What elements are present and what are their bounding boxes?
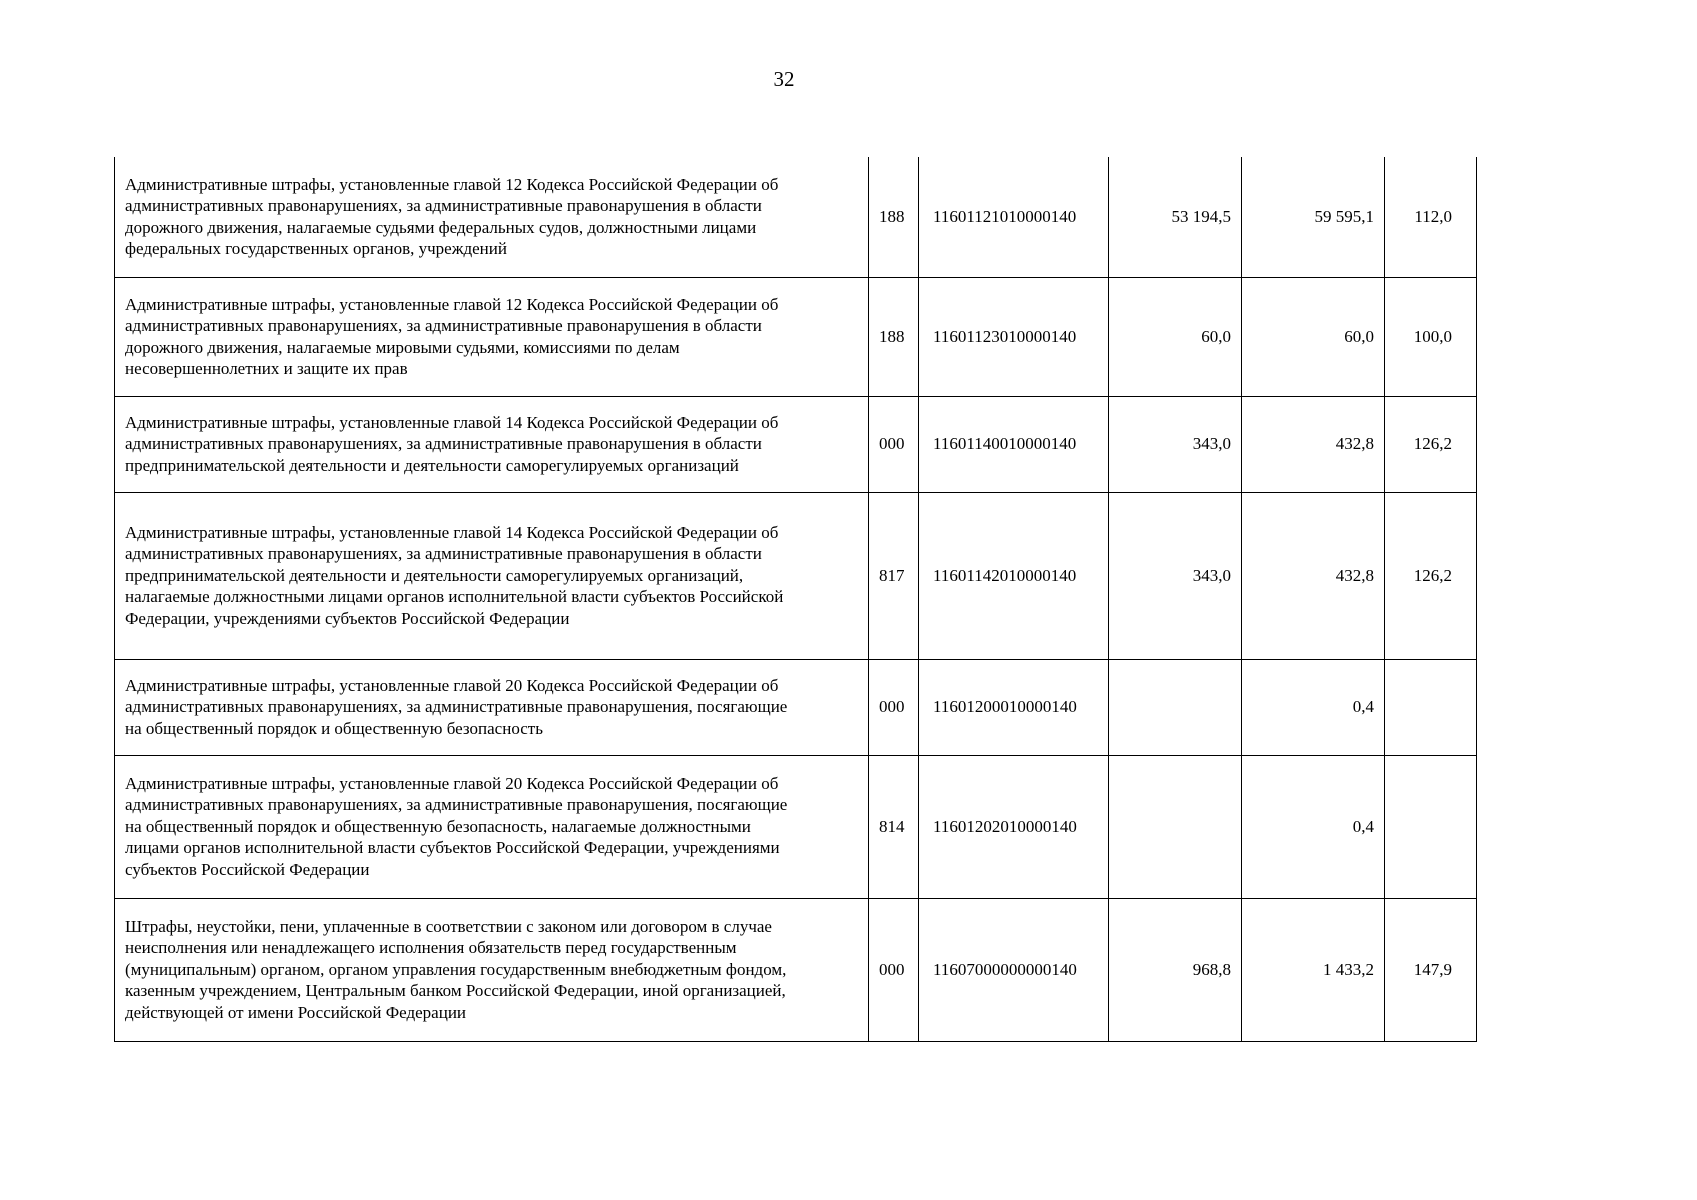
description-line: на общественный порядок и общественную безопасность, налагаемые должностными <box>125 816 751 836</box>
kbk-code-cell: 11601142010000140 <box>919 492 1109 659</box>
planned-amount-cell: 60,0 <box>1109 277 1242 396</box>
table-row <box>115 659 1477 755</box>
description-line: предпринимательской деятельности и деятельности саморегулируемых организаций <box>125 455 739 475</box>
planned-amount-cell: 968,8 <box>1109 898 1242 1041</box>
execution-percent-cell: 112,0 <box>1385 157 1477 277</box>
planned-amount-cell: 53 194,5 <box>1109 157 1242 277</box>
description-line: действующей от имени Российской Федерации <box>125 1002 467 1022</box>
description-line: Федерации, учреждениями субъектов Российской Федерации <box>125 608 570 628</box>
revenue-description-cell <box>115 492 869 659</box>
actual-amount-cell: 60,0 <box>1242 277 1385 396</box>
execution-percent-cell: 100,0 <box>1385 277 1477 396</box>
description-line: на общественный порядок и общественную безопасность <box>125 718 543 738</box>
kbk-code-cell: 11601121010000140 <box>919 157 1109 277</box>
table-row <box>115 492 1477 659</box>
table-row <box>115 755 1477 898</box>
planned-amount-cell: 343,0 <box>1109 396 1242 492</box>
admin-code-cell: 000 <box>869 898 919 1041</box>
revenue-description-cell <box>115 277 869 396</box>
admin-code-cell: 188 <box>869 157 919 277</box>
page-number: 32 <box>773 67 795 91</box>
planned-amount-cell <box>1109 755 1242 898</box>
actual-amount-cell: 0,4 <box>1242 659 1385 755</box>
description-line: дорожного движения, налагаемые мировыми судьями, комиссиями по делам <box>125 337 680 357</box>
description-line: налагаемые должностными лицами органов исполнительной власти субъектов Российской <box>125 587 784 607</box>
admin-code-cell: 000 <box>869 659 919 755</box>
revenue-description-cell <box>115 157 869 277</box>
description-line: Административные штрафы, установленные главой 20 Кодекса Российской Федерации об <box>125 675 779 695</box>
description-line: административных правонарушениях, за административные правонарушения в области <box>125 196 762 216</box>
table-row <box>115 396 1477 492</box>
revenue-description-cell <box>115 755 869 898</box>
execution-percent-cell <box>1385 659 1477 755</box>
description-line: Штрафы, неустойки, пени, уплаченные в соответствии с законом или договором в случае <box>125 916 772 936</box>
kbk-code-cell: 11601200010000140 <box>919 659 1109 755</box>
admin-code-cell: 814 <box>869 755 919 898</box>
actual-amount-cell: 432,8 <box>1242 396 1385 492</box>
table-row <box>115 157 1477 277</box>
execution-percent-cell: 126,2 <box>1385 492 1477 659</box>
kbk-code-cell: 11601202010000140 <box>919 755 1109 898</box>
description-line: лицами органов исполнительной власти субъектов Российской Федерации, учреждениями <box>125 838 780 858</box>
description-line: субъектов Российской Федерации <box>125 859 370 879</box>
admin-code-cell: 000 <box>869 396 919 492</box>
description-line: административных правонарушениях, за административные правонарушения, посягающие <box>125 697 788 717</box>
admin-code-cell: 817 <box>869 492 919 659</box>
description-line: казенным учреждением, Центральным банком Российской Федерации, иной организацией, <box>125 981 786 1001</box>
kbk-code-cell: 11601140010000140 <box>919 396 1109 492</box>
actual-amount-cell: 1 433,2 <box>1242 898 1385 1041</box>
execution-percent-cell: 147,9 <box>1385 898 1477 1041</box>
execution-percent-cell: 126,2 <box>1385 396 1477 492</box>
execution-percent-cell <box>1385 755 1477 898</box>
description-line: административных правонарушениях, за административные правонарушения в области <box>125 434 762 454</box>
actual-amount-cell: 59 595,1 <box>1242 157 1385 277</box>
revenue-description-cell <box>115 396 869 492</box>
description-line: (муниципальным) органом, органом управления государственным внебюджетным фондом, <box>125 959 787 979</box>
table-row <box>115 898 1477 1041</box>
description-line: Административные штрафы, установленные главой 12 Кодекса Российской Федерации об <box>125 174 779 194</box>
description-line: Административные штрафы, установленные главой 14 Кодекса Российской Федерации об <box>125 412 779 432</box>
revenue-description-cell <box>115 898 869 1041</box>
description-line: несовершеннолетних и защите их прав <box>125 359 408 378</box>
table-row <box>115 277 1477 396</box>
description-line: федеральных государственных органов, учреждений <box>125 239 507 259</box>
description-line: административных правонарушениях, за административные правонарушения в области <box>125 544 762 564</box>
actual-amount-cell: 0,4 <box>1242 755 1385 898</box>
actual-amount-cell: 432,8 <box>1242 492 1385 659</box>
kbk-code-cell: 11601123010000140 <box>919 277 1109 396</box>
revenue-table <box>114 157 1477 1042</box>
description-line: Административные штрафы, установленные главой 14 Кодекса Российской Федерации об <box>125 522 779 542</box>
description-line: Административные штрафы, установленные главой 12 Кодекса Российской Федерации об <box>125 294 779 314</box>
description-line: Административные штрафы, установленные главой 20 Кодекса Российской Федерации об <box>125 773 779 793</box>
description-line: предпринимательской деятельности и деятельности саморегулируемых организаций, <box>125 565 744 585</box>
description-line: дорожного движения, налагаемые судьями федеральных судов, должностными лицами <box>125 217 757 237</box>
kbk-code-cell: 11607000000000140 <box>919 898 1109 1041</box>
revenue-description-cell <box>115 659 869 755</box>
description-line: административных правонарушениях, за административные правонарушения в области <box>125 316 762 335</box>
planned-amount-cell <box>1109 659 1242 755</box>
admin-code-cell: 188 <box>869 277 919 396</box>
planned-amount-cell: 343,0 <box>1109 492 1242 659</box>
description-line: административных правонарушениях, за административные правонарушения, посягающие <box>125 795 788 815</box>
description-line: неисполнения или ненадлежащего исполнения обязательств перед государственным <box>125 938 737 958</box>
